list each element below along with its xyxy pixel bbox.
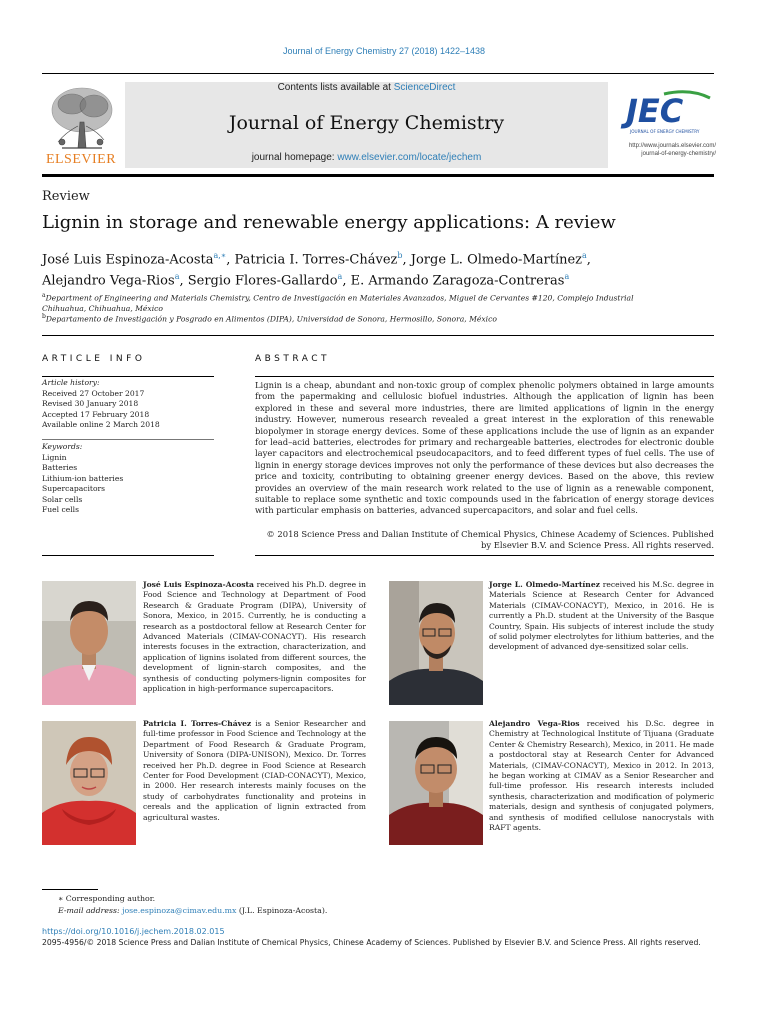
bio-name: Jorge L. Olmedo-Martínez [489, 580, 600, 589]
keyword-item: Solar cells [42, 494, 83, 504]
doi-link[interactable]: https://doi.org/10.1016/j.jechem.2018.02.015 [42, 927, 225, 936]
footnote-rule [42, 889, 98, 890]
author-affil-sup[interactable]: a [564, 272, 570, 282]
journal-citation[interactable]: Journal of Energy Chemistry 27 (2018) 1422–1438 [282, 46, 486, 56]
journal-title: Journal of Energy Chemistry [228, 112, 505, 134]
author-affil-sup[interactable]: a [174, 272, 180, 282]
keyword-item: Batteries [42, 463, 78, 472]
author-name: Alejandro Vega-Rios [42, 273, 175, 289]
author-name: E. Armando Zaragoza-Contreras [350, 273, 565, 289]
bio-espinoza [143, 580, 366, 694]
author-photo-torres [42, 721, 136, 845]
author-name: Sergio Flores-Gallardo [187, 273, 338, 289]
jec-url-line-2[interactable]: journal-of-energy-chemistry/ [641, 151, 716, 157]
affiliation-sup: a [42, 292, 46, 299]
article-info-rule-bottom [42, 555, 214, 556]
article-title: Lignin in storage and renewable energy applications: A review [42, 212, 616, 233]
affiliation-a [42, 291, 714, 314]
bio-torres [143, 719, 366, 823]
abstract-heading: ABSTRACT [255, 354, 331, 364]
article-type: Review [42, 189, 90, 204]
jec-logo-text: JEC [626, 92, 684, 130]
author-affil-sup[interactable]: b [397, 251, 403, 260]
article-info-divider [42, 439, 214, 440]
sciencedirect-link[interactable]: ScienceDirect [393, 82, 456, 93]
copyright-line-1: © 2018 Science Press and Dalian Institute of Chemical Physics, Chinese Academy of Sciences. Published [266, 529, 714, 539]
history-received: Received 27 October 2017 [42, 388, 145, 398]
keyword-item: Lignin [42, 452, 67, 462]
bio-name: Alejandro Vega-Rios [489, 719, 580, 728]
history-revised: Revised 30 January 2018 [42, 399, 139, 408]
issn-copyright: 2095-4956/© 2018 Science Press and Dalian Institute of Chemical Physics, Chinese Academy of Sciences. Published by Elsevier B.V. and Science Press. All rights reserved. [42, 938, 701, 947]
author-photo-vega [389, 721, 483, 845]
bio-name: José Luis Espinoza-Acosta [143, 580, 254, 589]
copyright-line-2: by Elsevier B.V. and Science Press. All rights reserved. [480, 540, 714, 551]
elsevier-wordmark: ELSEVIER [45, 152, 117, 167]
keyword-item: Lithium-ion batteries [42, 473, 124, 483]
header-rule-bottom [42, 174, 714, 177]
affiliation-sup: b [42, 313, 46, 320]
author-name: Patricia I. Torres-Chávez [234, 252, 398, 268]
bio-text: is a Senior Researcher and full-time professor in Food Science and Technology at the Department of Food Research & Graduate Program, University of Sonora (DIPA-UNISON), Mexico. Dr. Torres received her Ph.D. degree in Food Science at Research Center for Food Development (CIAD-CONACYT), Mexico, in 2000. Her research interests mainly focuses on the study of carbohydrates functionality and proteins in cereals and the application of lignin extracted from agricultural wastes. [143, 719, 366, 822]
jec-logo [620, 86, 714, 138]
bio-name: Patricia I. Torres-Chávez [143, 719, 252, 728]
bio-vega [489, 719, 714, 833]
author-photo-olmedo [389, 581, 483, 705]
section-rule [42, 335, 714, 336]
header-rule-top [42, 73, 714, 74]
abstract-rule-bottom [255, 555, 714, 556]
keyword-item: Fuel cells [42, 505, 79, 514]
article-history [42, 378, 214, 431]
keywords [42, 442, 214, 516]
keywords-label: Keywords: [42, 442, 83, 451]
jec-urls[interactable] [610, 142, 716, 158]
author-name: José Luis Espinoza-Acosta [42, 252, 214, 268]
jec-logo-subtitle: JOURNAL OF ENERGY CHEMISTRY [630, 129, 700, 134]
article-info-heading: ARTICLE INFO [42, 354, 146, 364]
email-label: E-mail address: [58, 906, 123, 915]
contents-prefix: Contents lists available at [277, 82, 394, 93]
history-accepted: Accepted 17 February 2018 [42, 409, 150, 419]
bio-text: received his D.Sc. degree in Chemistry at Technological Institute of Tijuana (Graduate Center & Chemistry Research), Mexico, in 2011. He made a postdoctoral stay at Research Center for Advanced Materials, (CIMAV-CONACYT), Mexico in 2012. In 2013, he began working at CIMAV as a Senior Researcher and full-time professor. His research interests included synthesis, characterization and modification of polymeric materials, design and synthesis of conjugated polymers, and synthesis of modified cellulose nanocrystals with RAFT agents. [489, 719, 715, 833]
affiliation-text-cont: Chihuahua, Chihuahua, México [42, 303, 163, 313]
homepage-link[interactable]: www.elsevier.com/locate/jechem [337, 152, 482, 163]
article-info-rule [42, 376, 214, 377]
keyword-item: Supercapacitors [42, 484, 106, 493]
homepage-line [125, 152, 608, 163]
author-list: José Luis Espinoza-Acosta$^{a,∗}$, Patricia I. Torres-Chávez$^b$, Jorge L. Olmedo-Martínez$^a$, Alejandro Vega-Rios$^a$, Sergio Flores-Gallardo$^a$, E. Armando Zaragoza-Contreras$^a$ [42, 251, 591, 289]
jec-url-line-1[interactable]: http://www.journals.elsevier.com/ [628, 143, 716, 149]
bio-text: received his M.Sc. degree in Materials Science at Research Center for Advanced Materials (CIMAV-CONACYT), Mexico, in 2016. He is currently a Ph.D. student at the University of the Basque Country, Spain. His subjects of interest include the study of solid polymer electrolytes for lithium batteries, and the development of advanced dye-sensitized solar cells. [489, 580, 714, 652]
abstract-text: Lignin is a cheap, abundant and non-toxic group of complex phenolic polymers obtained in large amounts from the papermaking and cellulosic biofuel industries. Although the application of lignin has been explored in these and several more industries, there are limited applications of lignin in the energy industry. However, numerous research revealed a great interest in the exploration of this renewable biopolymer in storage energy devices. Some of these applications include the use of lignin as an expander for lead–acid batteries, electrodes for primary and rechargeable batteries, electrodes for electronic double layer capacitors and electrochemical pseudocapacitors, and to feed different types of fuel cells. The use of lignin in energy storage devices improves not only the performance of these devices but also decreases the price and toxicity, contributing to obtaining greener energy devices. Based on the above, this review provides an overview of the main research work related to the use of lignin as a renewable component, suitable to replace some synthetic and toxic compounds used in the fabrication of energy storage devices with particular emphasis on batteries, advanced supercapacitors, and solar and fuel cells. [255, 380, 714, 516]
history-online: Available online 2 March 2018 [42, 420, 160, 429]
author-photo-espinoza [42, 581, 136, 705]
abstract-copyright [255, 529, 714, 552]
email-note [58, 906, 327, 915]
affiliation-b [42, 312, 714, 325]
affiliation-text: Department of Engineering and Materials Chemistry, Centro de Investigación en Materiales Avanzados, Miguel de Cervantes #120, Complejo Industrial [45, 293, 634, 303]
history-label: Article history: [42, 378, 100, 387]
author-name: Jorge L. Olmedo-Martínez [410, 252, 583, 268]
homepage-prefix: journal homepage: [251, 152, 338, 163]
author-affil-sup[interactable]: a,∗ [213, 251, 227, 260]
bio-olmedo [489, 580, 714, 653]
email-suffix: (J.L. Espinoza-Acosta). [236, 906, 328, 915]
contents-line [125, 82, 608, 93]
abstract-rule [255, 376, 714, 377]
corresponding-author-note: ∗ Corresponding author. [58, 894, 156, 903]
author-affil-sup[interactable]: a [582, 251, 587, 260]
affiliation-text: Departamento de Investigación y Posgrado en Alimentos (DIPA), Universidad de Sonora, Hermosillo, Sonora, México [45, 314, 497, 324]
author-affil-sup[interactable]: a [337, 272, 343, 282]
bio-text: received his Ph.D. degree in Food Science and Technology at Department of Food Research & Graduate Program (DIPA), University of Sonora, Mexico, in 2015. Currently, he is conducting a research as a postdoctoral fellow at Research Center for Advanced Materials (CIMAV-CONACYT). His research interests focuses in the extraction, characterization, and application of lignins isolated from different sources, the development of lignin-starch composites, and the synthesis of conducting polymers-lignin composites for application in high-performance supercapacitors. [143, 580, 366, 694]
email-link[interactable]: jose.espinoza@cimav.edu.mx [122, 906, 237, 915]
